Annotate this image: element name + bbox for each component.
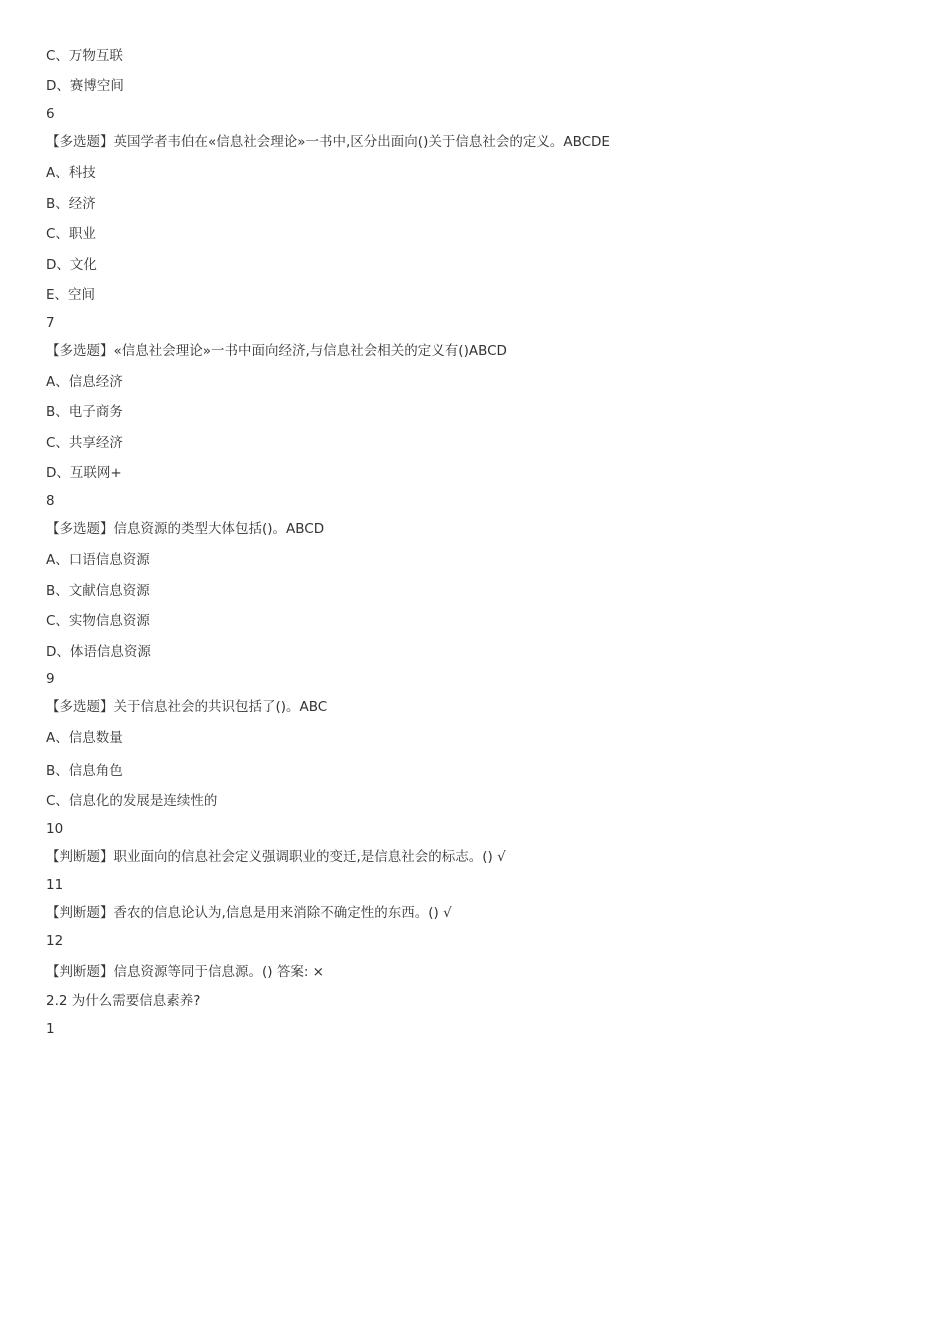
option-a-line: A、信息经济	[46, 374, 123, 390]
section-heading: 2.2 为什么需要信息素养?	[46, 993, 201, 1009]
question-number: 8	[46, 493, 55, 509]
option-c-line: C、职业	[46, 226, 96, 242]
option-a-line: A、信息数量	[46, 730, 123, 746]
question-number: 10	[46, 821, 64, 837]
option-d-line: D、体语信息资源	[46, 644, 151, 660]
option-c-line: C、信息化的发展是连续性的	[46, 793, 218, 809]
question-text: 【判断题】香农的信息论认为,信息是用来消除不确定性的东西。() √	[46, 905, 452, 921]
option-d-line: D、赛博空间	[46, 78, 124, 94]
question-text: 【多选题】英国学者韦伯在«信息社会理论»一书中,区分出面向()关于信息社会的定义。ABCDE	[46, 134, 610, 150]
option-b-line: B、文献信息资源	[46, 583, 150, 599]
question-number: 7	[46, 315, 55, 331]
option-c-line: C、共享经济	[46, 435, 123, 451]
question-text: 【多选题】信息资源的类型大体包括()。ABCD	[46, 521, 325, 537]
option-c-line: C、万物互联	[46, 48, 123, 64]
option-b-line: B、电子商务	[46, 404, 123, 420]
question-number: 1	[46, 1021, 55, 1037]
option-e-line: E、空间	[46, 287, 96, 303]
option-b-line: B、经济	[46, 196, 96, 212]
option-d-line: D、互联网+	[46, 465, 122, 481]
option-a-line: A、口语信息资源	[46, 552, 150, 568]
option-c-line: C、实物信息资源	[46, 613, 150, 629]
question-number: 9	[46, 671, 55, 687]
question-text: 【多选题】关于信息社会的共识包括了()。ABC	[46, 699, 328, 715]
question-text: 【判断题】信息资源等同于信息源。() 答案: ×	[46, 964, 324, 980]
question-text: 【判断题】职业面向的信息社会定义强调职业的变迁,是信息社会的标志。() √	[46, 849, 506, 865]
option-d-line: D、文化	[46, 257, 97, 273]
question-text: 【多选题】«信息社会理论»一书中面向经济,与信息社会相关的定义有()ABCD	[46, 343, 507, 359]
question-number: 12	[46, 933, 64, 949]
option-b-line: B、信息角色	[46, 763, 123, 779]
question-number: 6	[46, 106, 55, 122]
question-number: 11	[46, 877, 64, 893]
option-a-line: A、科技	[46, 165, 96, 181]
